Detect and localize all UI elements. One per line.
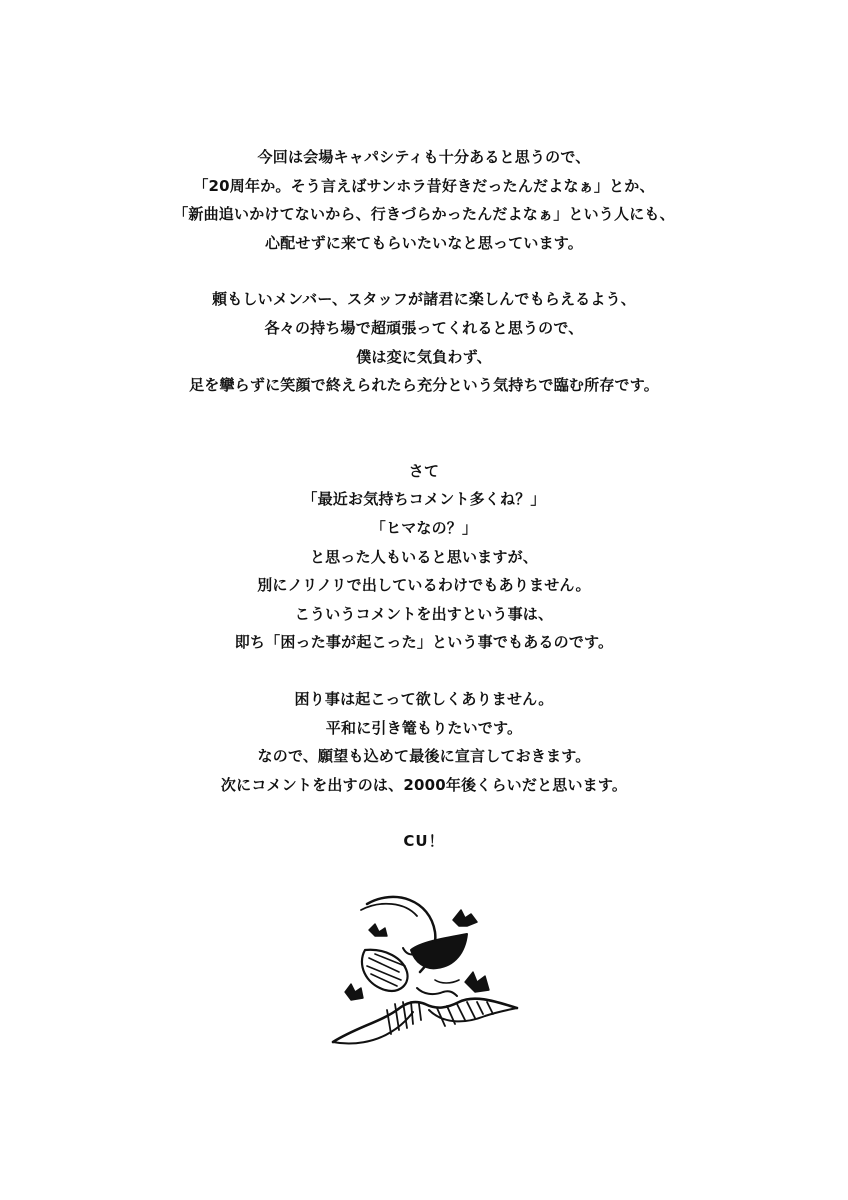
- paragraph-2: [0, 285, 848, 399]
- paragraph-3: [0, 457, 848, 657]
- text-line: こういうコメントを出すという事は、: [294, 604, 554, 623]
- text-line: 僕は変に気負わず、: [356, 347, 492, 366]
- text-line: 各々の持ち場で超頑張ってくれると思うので、: [264, 318, 584, 337]
- hand-drawn-signature-doodle-icon: [325, 892, 525, 1052]
- text-line: 平和に引き篭もりたいです。: [325, 718, 523, 737]
- text-line: 「20周年か。そう言えばサンホラ昔好きだったんだよなぁ」とか、: [193, 176, 655, 195]
- letter-body: [0, 143, 848, 855]
- text-line: なので、願望も込めて最後に宣言しておきます。: [257, 747, 591, 766]
- text-line: 心配せずに来てもらいたいなと思っています。: [264, 233, 583, 252]
- paragraph-4: [0, 685, 848, 799]
- text-line: 足を攣らずに笑顔で終えられたら充分という気持ちで臨む所存です。: [189, 376, 659, 395]
- text-line: 「ヒマなの？」: [370, 518, 478, 537]
- text-line: 今回は会場キャパシティも十分あると思うので、: [257, 148, 591, 166]
- text-line: さて: [408, 461, 440, 480]
- text-line: 即ち「困った事が起こった」という事でもあるのです。: [234, 633, 614, 652]
- text-line: 頼もしいメンバー、スタッフが諸君に楽しんでもらえるよう、: [212, 290, 636, 309]
- text-line: 「新曲追いかけてないから、行きづらかったんだよなぁ」という人にも、: [173, 205, 675, 224]
- text-line: 次にコメントを出すのは、2000年後くらいだと思います。: [220, 775, 628, 794]
- signoff-text: CU！: [403, 832, 445, 851]
- text-line: 「最近お気持ちコメント多くね？」: [302, 490, 546, 509]
- text-line: と思った人もいると思いますが、: [309, 547, 538, 566]
- text-line: 困り事は起こって欲しくありません。: [294, 689, 554, 708]
- paragraph-1: [0, 143, 848, 257]
- text-line: 別にノリノリで出しているわけでもありません。: [257, 576, 591, 595]
